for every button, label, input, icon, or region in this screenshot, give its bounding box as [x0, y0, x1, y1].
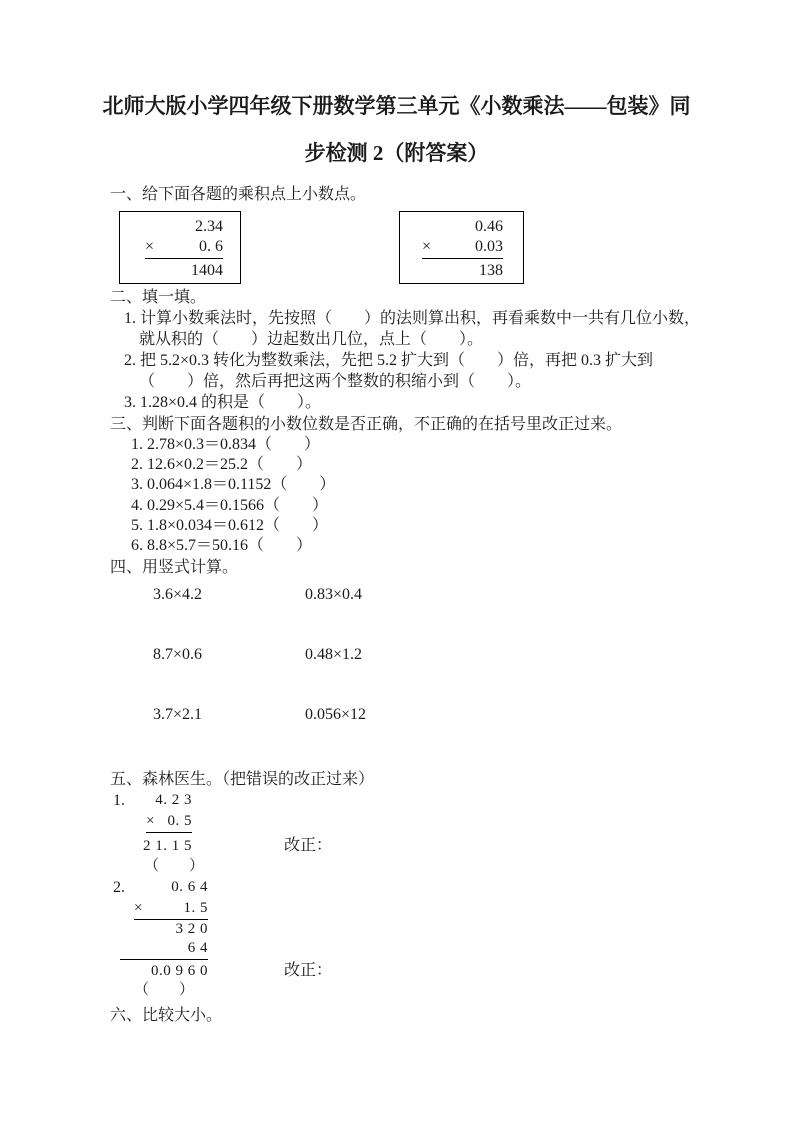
fill-blank-item-2-line-2: （ ）倍，然后再把这两个整数的积缩小到（ ）。	[139, 373, 532, 390]
section-three-heading: 三、判断下面各题积的小数位数是否正确，不正确的在括号里改正过来。	[110, 416, 623, 433]
fill-blank-item-1-line-2: 就从积的（ ）边起数出几位，点上（ ）。	[139, 331, 484, 348]
mult-box-2-work	[422, 216, 503, 281]
p2-answer-paren: （ ）	[133, 982, 194, 999]
judge-item-3: 3. 0.064×1.8＝0.1152（ ）	[131, 476, 336, 494]
judge-item-2: 2. 12.6×0.2＝25.2（ ）	[131, 456, 313, 474]
section-two-heading: 二、填一填。	[110, 289, 207, 306]
box1-product: 1404	[191, 262, 223, 279]
p2-multiplier: 1. 5	[183, 900, 208, 917]
section-six-heading: 六、比较大小。	[110, 1007, 223, 1025]
p2-multiply-row	[134, 898, 208, 920]
p1-multiplicand: 4. 2 3	[155, 792, 192, 809]
page-title-line2: 步检测 2（附答案）	[304, 141, 489, 165]
judge-item-5: 5. 1.8×0.034＝0.612（ ）	[131, 516, 329, 534]
calc-expression-2a: 8.7×0.6	[153, 646, 203, 664]
p1-answer-paren: （ ）	[143, 858, 204, 875]
calc-expression-1b: 0.83×0.4	[305, 586, 363, 604]
p1-product: 2 1. 1 5	[143, 838, 192, 855]
section-one-problems	[119, 211, 793, 286]
vertical-calc-row-2	[153, 646, 793, 706]
p1-fix-label: 改正：	[284, 837, 333, 855]
section-four-problems	[0, 586, 793, 766]
judge-item-4: 4. 0.29×5.4＝0.1566（ ）	[131, 496, 329, 514]
p1-multiply-row	[146, 811, 192, 833]
box1-multiplier: 0. 6	[199, 238, 223, 255]
calc-expression-3b: 0.056×12	[305, 706, 367, 724]
calc-expression-2b: 0.48×1.2	[305, 646, 363, 664]
page-title-line1: 北师大版小学四年级下册数学第三单元《小数乘法——包装》同	[102, 94, 691, 118]
problem-1-work	[136, 790, 204, 877]
box1-multiply-row	[145, 237, 223, 259]
doctor-problem-2	[0, 877, 793, 1001]
section-three-items	[0, 435, 793, 556]
p2-partial-product-2: 6 4	[120, 939, 208, 960]
calc-expression-1a: 3.6×4.2	[153, 586, 203, 604]
fill-blank-item-2-line-1: 2. 把 5.2×0.3 转化为整数乘法，先把 5.2 扩大到（ ）倍，再把 0.3 扩大到	[124, 352, 654, 369]
doctor-problem-1	[0, 790, 793, 877]
section-four-heading: 四、用竖式计算。	[110, 559, 239, 577]
mult-box-2	[399, 211, 524, 284]
box2-product: 138	[479, 262, 503, 279]
box2-times-sign: ×	[422, 238, 432, 255]
p2-times-sign: ×	[134, 900, 143, 917]
section-one-heading: 一、给下面各题的乘积点上小数点。	[110, 186, 367, 203]
p2-product: 0.0 9 6 0	[151, 963, 208, 980]
section-five-heading: 五、森林医生。（把错误的改正过来）	[110, 771, 375, 789]
judge-item-1: 1. 2.78×0.3＝0.834（ ）	[131, 436, 321, 453]
box1-multiplicand: 2.34	[195, 218, 223, 235]
problem-1-number: 1.	[113, 792, 125, 810]
section-two-items	[0, 308, 793, 413]
p2-multiplicand: 0. 6 4	[171, 879, 208, 896]
problem-2-number: 2.	[113, 879, 125, 897]
fill-blank-item-1-line-1: 1. 计算小数乘法时，先按照（ ）的法则算出积，再看乘数中一共有几位小数，	[124, 310, 701, 327]
p1-multiplier: 0. 5	[167, 813, 192, 830]
judge-item-6: 6. 8.8×5.7＝50.16（ ）	[131, 537, 313, 555]
box2-multiplier: 0.03	[475, 238, 503, 255]
box2-multiply-row	[422, 237, 503, 259]
vertical-calc-row-1	[153, 586, 793, 646]
box2-multiplicand: 0.46	[475, 218, 503, 235]
fill-blank-item-3: 3. 1.28×0.4 的积是（ ）。	[124, 394, 322, 411]
mult-box-1	[119, 211, 241, 284]
p2-fix-label: 改正：	[284, 962, 333, 980]
mult-box-1-work	[145, 216, 223, 281]
page-title	[0, 0, 793, 177]
vertical-calc-row-3	[153, 706, 793, 766]
p1-times-sign: ×	[146, 813, 155, 830]
calc-expression-3a: 3.7×2.1	[153, 706, 203, 724]
box1-times-sign: ×	[145, 238, 155, 255]
p2-partial-product-1: 3 2 0	[175, 921, 208, 938]
problem-2-work	[120, 877, 208, 1001]
